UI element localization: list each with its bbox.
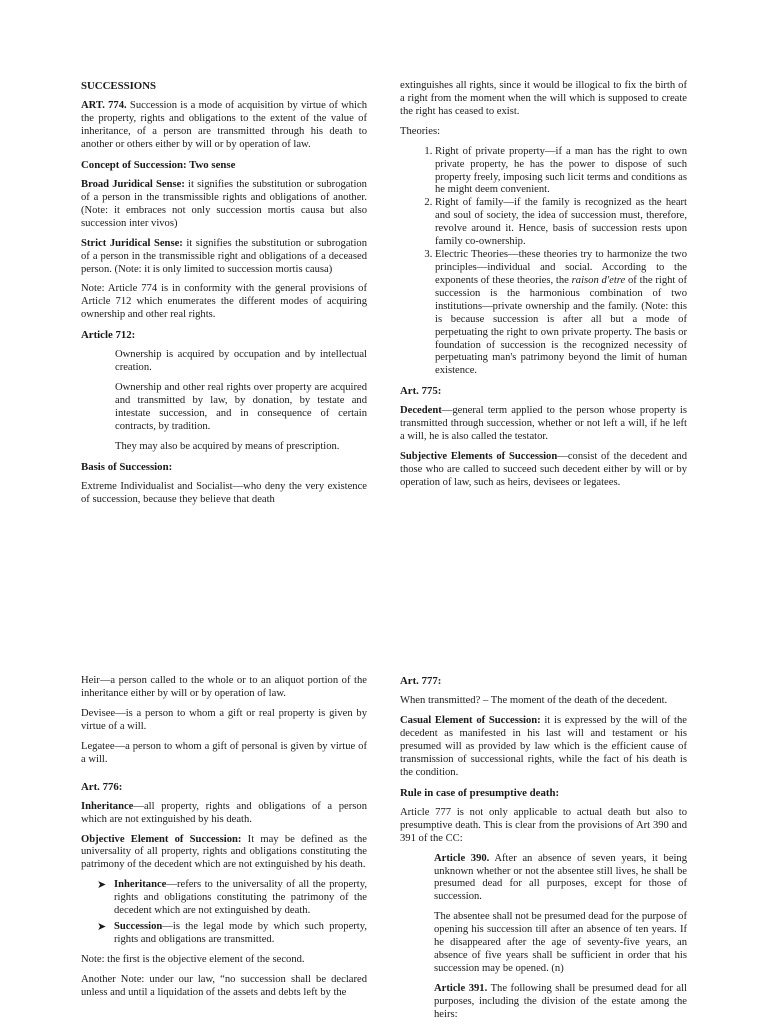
list-item — [97, 879, 367, 918]
theory-item: 1. Right of private property—if a man has the right to own private property, he has the power to dispose of such property freely, imposing such licit terms and conditions as he might deem convenient. — [435, 146, 687, 198]
arrow-bullet-icon: ➤ — [97, 921, 107, 934]
art774-paragraph — [81, 100, 367, 152]
list-item — [97, 921, 367, 947]
art391-text: The following shall be presumed dead for all purposes, including the division of the estate among the heirs: — [434, 982, 687, 1020]
continued-text: extinguishes all rights, since it would be illogical to fix the birth of a right from the moment when the will which is supposed to create the right has ceased to exist. — [400, 80, 687, 117]
art712-paragraph-3: They may also be acquired by means of prescription. — [115, 440, 340, 452]
art712-heading: Article 712: — [81, 329, 136, 342]
note-774: Note: Article 774 is in conformity with the general provisions of Article 712 which enumerates the different modes of acquiring ownership and other real rights. — [81, 283, 367, 321]
when-transmitted: When transmitted? – The moment of the death of the decedent. — [400, 695, 668, 707]
heir-definition: Heir—a person called to the whole or to an aliquot portion of the inheritance either by will or by operation of law. — [81, 675, 367, 699]
theory3-text: Electric Theories—these theories try to harmonize the two principles—individual and social. According to the exponents of these theories, the — [435, 249, 687, 286]
page1-right-column — [400, 80, 687, 497]
theories-list — [400, 146, 687, 379]
presumptive-text: Article 777 is not only applicable to actual death but also to presumptive death. This is clear from the provisions of Art 390 and 391 of the CC: — [400, 806, 687, 844]
casual-text: it is expressed by the will of the decedent as manifested in his last will and testament or his presumed will as provided by law which is the efficient cause of transmission of successional rights, while the fact of his death is the condition. — [400, 715, 687, 778]
art390-paragraph — [400, 853, 687, 905]
theory3-italic: raison d'etre — [571, 274, 626, 286]
inheritance-paragraph — [81, 801, 367, 827]
art390-paragraph-2: The absentee shall not be presumed dead for the purpose of opening his succession till after an absence of ten years. If he disappeared after the age of seventy-five years, an absence of five years shall be sufficient in order that his succession may be opened. (n) — [434, 911, 687, 975]
bullet-label: Succession — [114, 921, 163, 933]
objective-label: Objective Element of Succession: — [81, 833, 242, 845]
basis-text: Extreme Individualist and Socialist—who deny the very existence of succession, because they believe that death — [81, 481, 367, 505]
broad-label: Broad Juridical Sense: — [81, 179, 185, 191]
decedent-text: —general term applied to the person whose property is transmitted through succession, whether or not left a will, if he left a will, he is also called the testator. — [400, 405, 687, 443]
basis-heading: Basis of Succession: — [81, 460, 173, 473]
strict-text: it signifies the substitution or subrogation of a person in the transmissible right and obligations of a deceased person. (Note: it is only limited to succession mortis causa) — [81, 237, 367, 275]
art774-text: Succession is a mode of acquisition by virtue of which the property, rights and obligations to the extent of the value of inheritance, of a person are transmitted through his death to another or others either by will or by operation of law. — [81, 100, 368, 150]
art390-label: Article 390. — [434, 852, 490, 864]
objective-bullet-list — [81, 879, 367, 947]
subjective-label: Subjective Elements of Succession — [400, 451, 558, 463]
decedent-label: Decedent — [400, 405, 442, 417]
broad-text: it signifies the substitution or subrogation of a person in the transmissible rights and obligations of another. (Note: it embraces not only succession mortis causa but also succession inter vivos) — [81, 179, 367, 229]
theory-item: 2. Right of family—if the family is recognized as the heart and soul of society, the idea of succession must, therefore, revolve around it. Hence, basis of succession rests upon family co-ownership. — [435, 197, 687, 249]
concept-heading: Concept of Succession: Two sense — [81, 158, 236, 171]
subjective-text: —consist of the decedent and those who are called to succeed such decedent either by will or by operation of law, such as heirs, devisees or legatees. — [400, 451, 687, 489]
broad-sense-paragraph — [81, 179, 367, 231]
art391-label: Article 391. — [434, 982, 488, 994]
legatee-definition: Legatee—a person to whom a gift of personal is given by virtue of a will. — [81, 740, 367, 765]
inheritance-text: —all property, rights and obligations of a person which are not extinguished by his death. — [81, 800, 367, 825]
bullet-label: Inheritance — [114, 879, 167, 891]
art712-paragraph-2: Ownership and other real rights over property are acquired and transmitted by law, by donation, by testate and intestate succession, and in consequence of certain contracts, by tradition. — [115, 382, 367, 433]
devisee-definition: Devisee—is a person to whom a gift or real property is given by virtue of a will. — [81, 707, 367, 732]
theory3-text-cont: of the right of succession is the harmonious combination of two institutions—private ownership and the family. (Note: this is because succession is after all but a mode of perpetuating the right to own private property. The basis or foundation of succession is the recognized necessity of perpetuating man's patrimony beyond the limit of human existence. — [435, 274, 687, 377]
art775-heading: Art. 775: — [400, 385, 442, 398]
decedent-paragraph — [400, 405, 687, 444]
strict-label: Strict Juridical Sense: — [81, 237, 183, 249]
strict-sense-paragraph — [81, 238, 367, 277]
page1-left-column — [81, 80, 367, 514]
bullet-text: —refers to the universality of all the property, rights and obligations constituting the patrimony of the decedent which are not extinguished by death. — [114, 879, 367, 917]
theories-label: Theories: — [400, 125, 441, 137]
presumptive-heading: Rule in case of presumptive death: — [400, 786, 560, 799]
art774-label: ART. 774. — [81, 100, 127, 112]
art390-text: After an absence of seven years, it being unknown whether or not the absentee still lives, he shall be presumed dead for all purposes, except for those of succession. — [434, 852, 687, 903]
objective-text: It may be defined as the universality of all property, rights and obligations constituting the patrimony of the decedent which are not extinguished by his death. — [81, 833, 367, 871]
arrow-bullet-icon: ➤ — [97, 879, 107, 892]
casual-paragraph — [400, 715, 687, 780]
bullet-text: —is the legal mode by which such property, rights and obligations are transmitted. — [114, 921, 367, 945]
theory-item — [435, 249, 687, 378]
inheritance-label: Inheritance — [81, 800, 134, 812]
art777-heading: Art. 777: — [400, 675, 442, 687]
note-first: Note: the first is the objective element of the second. — [81, 953, 305, 965]
casual-label: Casual Element of Succession: — [400, 715, 541, 727]
page2-left-column — [81, 675, 367, 1007]
art776-heading: Art. 776: — [81, 780, 123, 793]
subjective-paragraph — [400, 451, 687, 490]
section-title: SUCCESSIONS — [81, 80, 157, 92]
another-note: Another Note: under our law, “no succession shall be declared unless and until a liquidation of the assets and debts left by the — [81, 973, 367, 998]
art712-paragraph-1: Ownership is acquired by occupation and by intellectual creation. — [115, 349, 367, 374]
art391-paragraph — [400, 983, 687, 1022]
objective-paragraph — [81, 834, 367, 873]
page2-right-column — [400, 675, 687, 1024]
